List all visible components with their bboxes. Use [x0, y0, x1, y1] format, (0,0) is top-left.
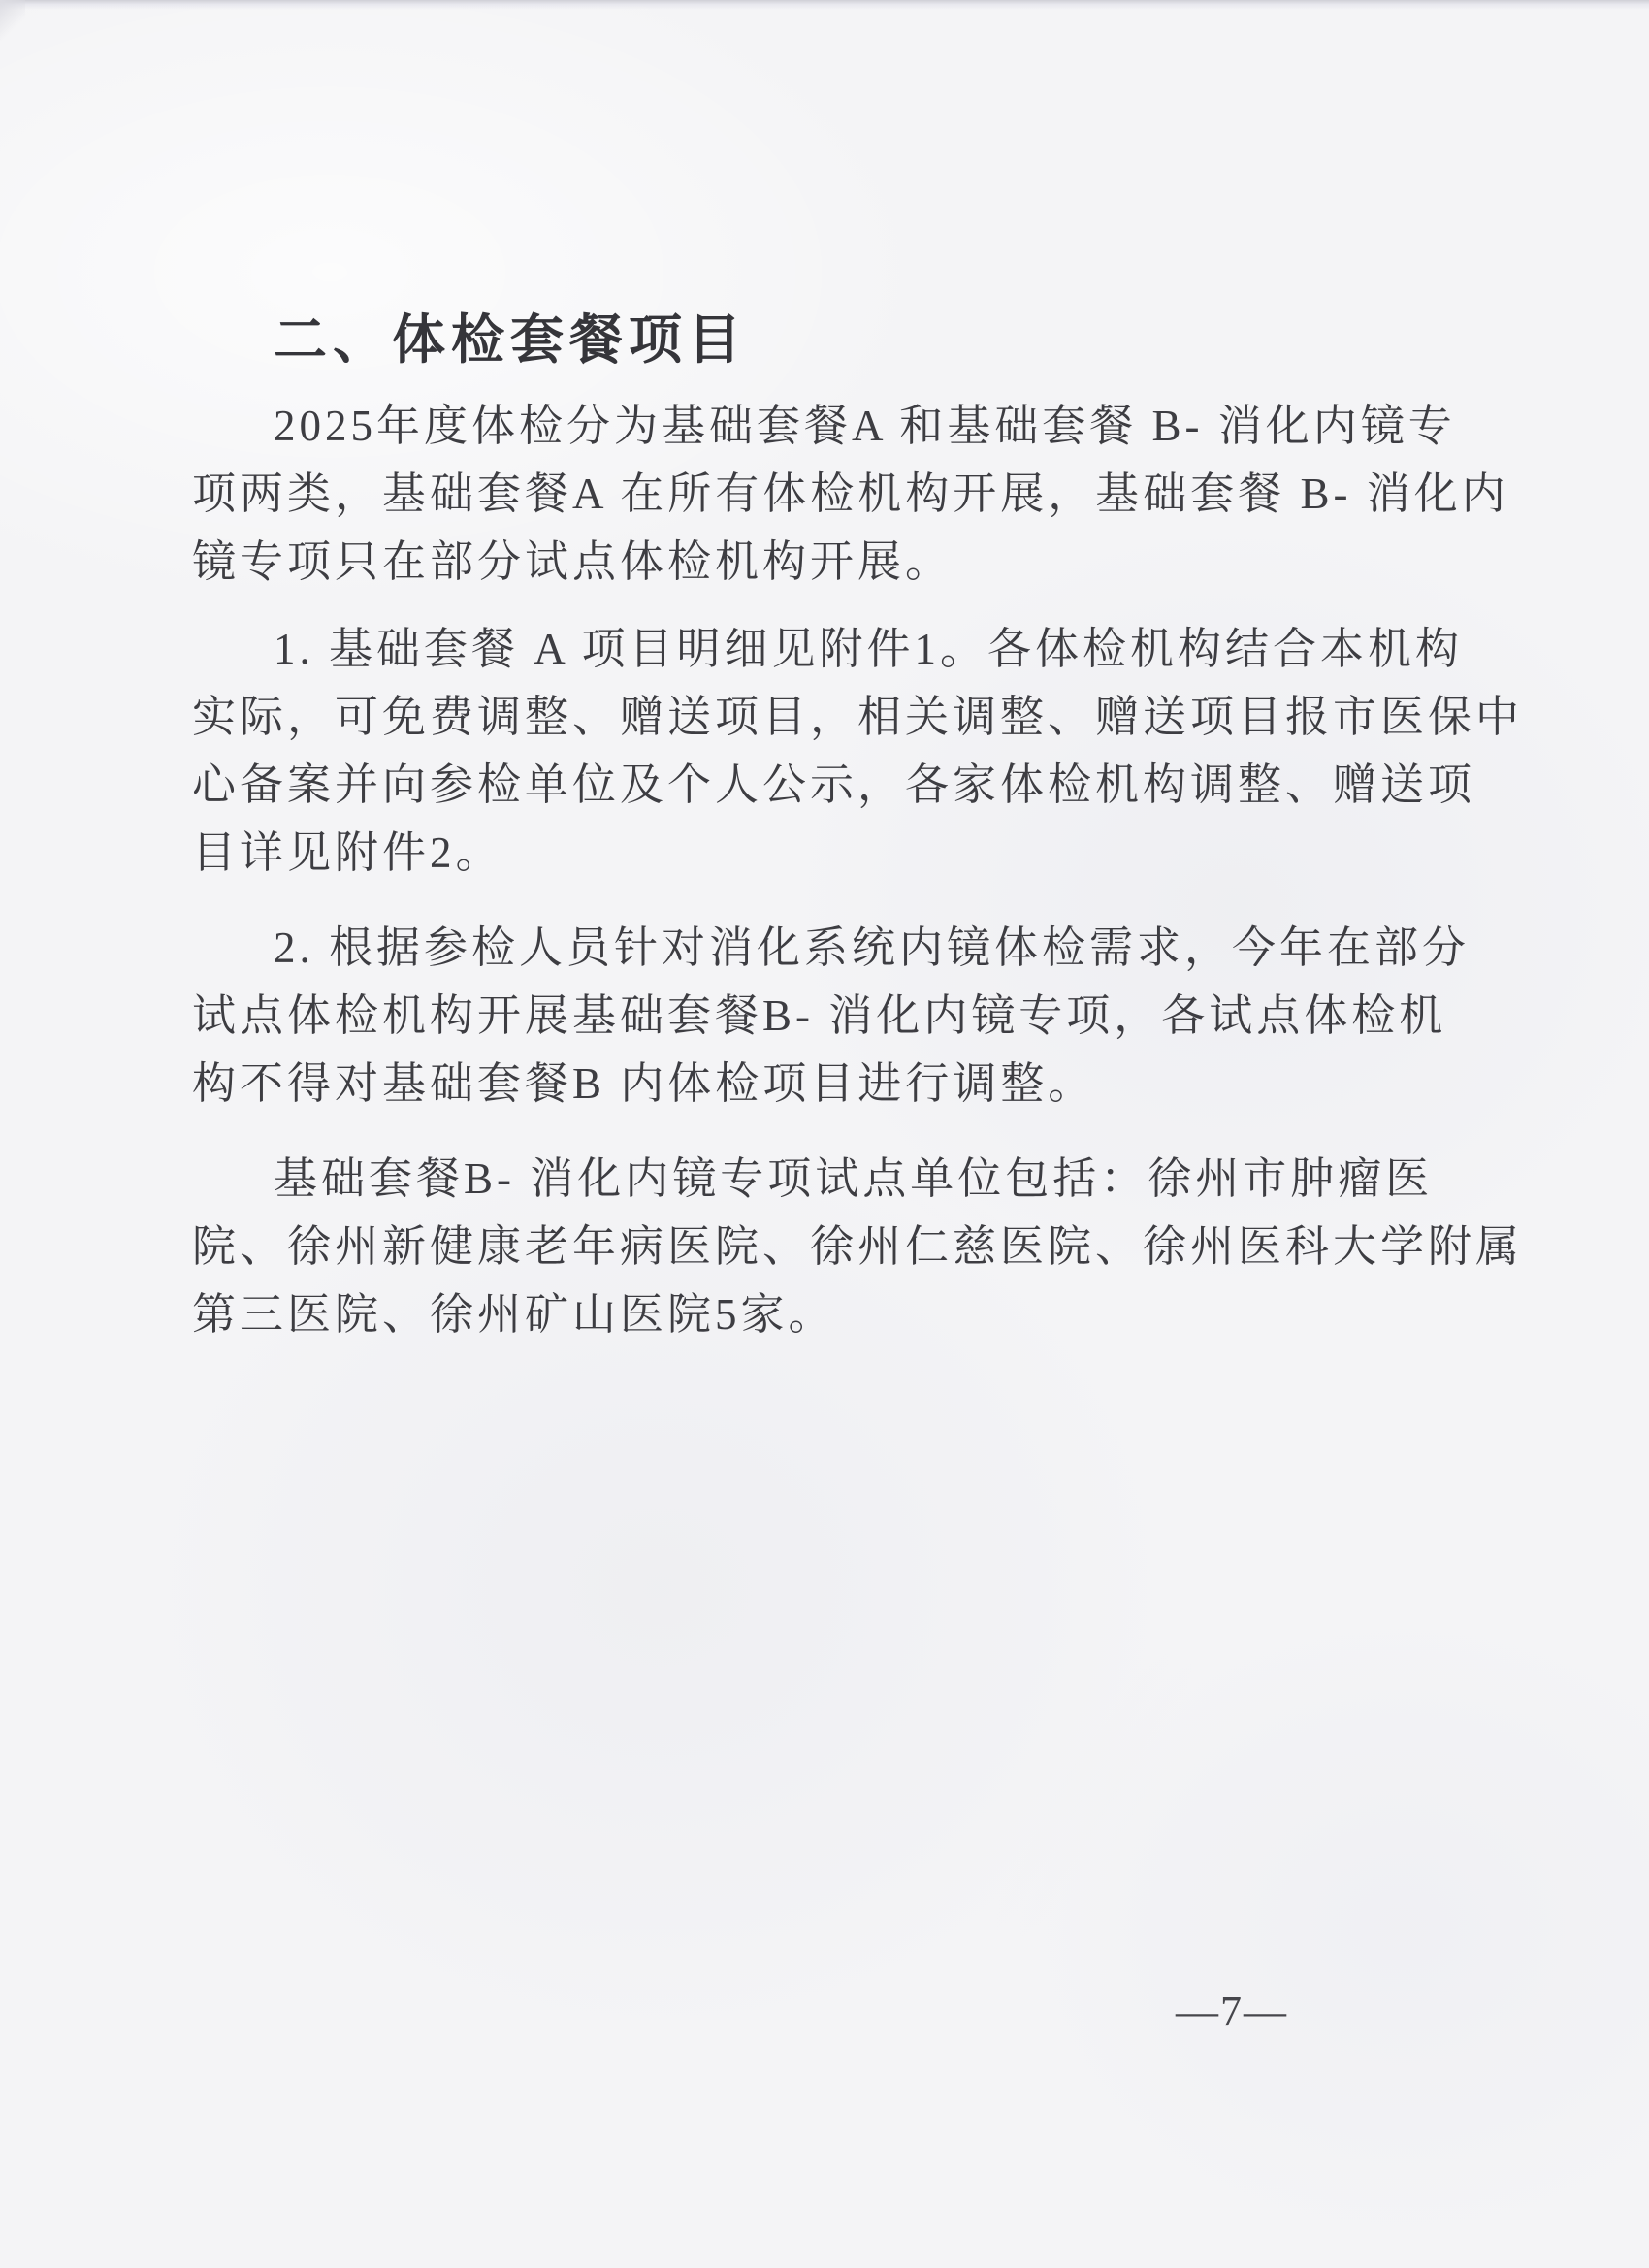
text-line: 第三医院、徐州矿山医院5家。 [192, 1290, 836, 1339]
text-line: 实际，可免费调整、赠送项目，相关调整、赠送项目报市医保中 [192, 693, 1524, 741]
text-line: 1. 基础套餐 A 项目明细见附件1。各体检机构结合本机构 [274, 625, 1464, 673]
paragraph-4 [192, 1145, 1524, 1348]
text-line: 院、徐州新健康老年病医院、徐州仁慈医院、徐州医科大学附属 [192, 1222, 1524, 1271]
paragraph-1 [192, 392, 1509, 596]
page-number: —7— [1176, 1988, 1288, 2035]
text-line: 基础套餐B- 消化内镜专项试点单位包括：徐州市肿瘤医 [274, 1154, 1434, 1203]
paragraph-2 [192, 615, 1524, 887]
text-line: 镜专项只在部分试点体检机构开展。 [192, 537, 954, 586]
text-line: 心备案并向参检单位及个人公示，各家体检机构调整、赠送项 [192, 761, 1476, 809]
section-heading: 二、体检套餐项目 [274, 309, 748, 370]
document-body [192, 303, 1524, 1348]
scan-edge-top [0, 0, 1649, 10]
text-line: 目详见附件2。 [192, 828, 503, 877]
text-line: 2. 根据参检人员针对消化系统内镜体检需求，今年在部分 [274, 923, 1471, 972]
paragraph-3 [192, 914, 1471, 1118]
text-line: 2025年度体检分为基础套餐A 和基础套餐 B- 消化内镜专 [274, 402, 1456, 450]
scan-corner [0, 0, 25, 41]
text-line: 项两类，基础套餐A 在所有体检机构开展，基础套餐 B- 消化内 [192, 470, 1509, 518]
text-line: 构不得对基础套餐B 内体检项目进行调整。 [192, 1059, 1096, 1108]
text-line: 试点体检机构开展基础套餐B- 消化内镜专项，各试点体检机 [192, 991, 1447, 1040]
